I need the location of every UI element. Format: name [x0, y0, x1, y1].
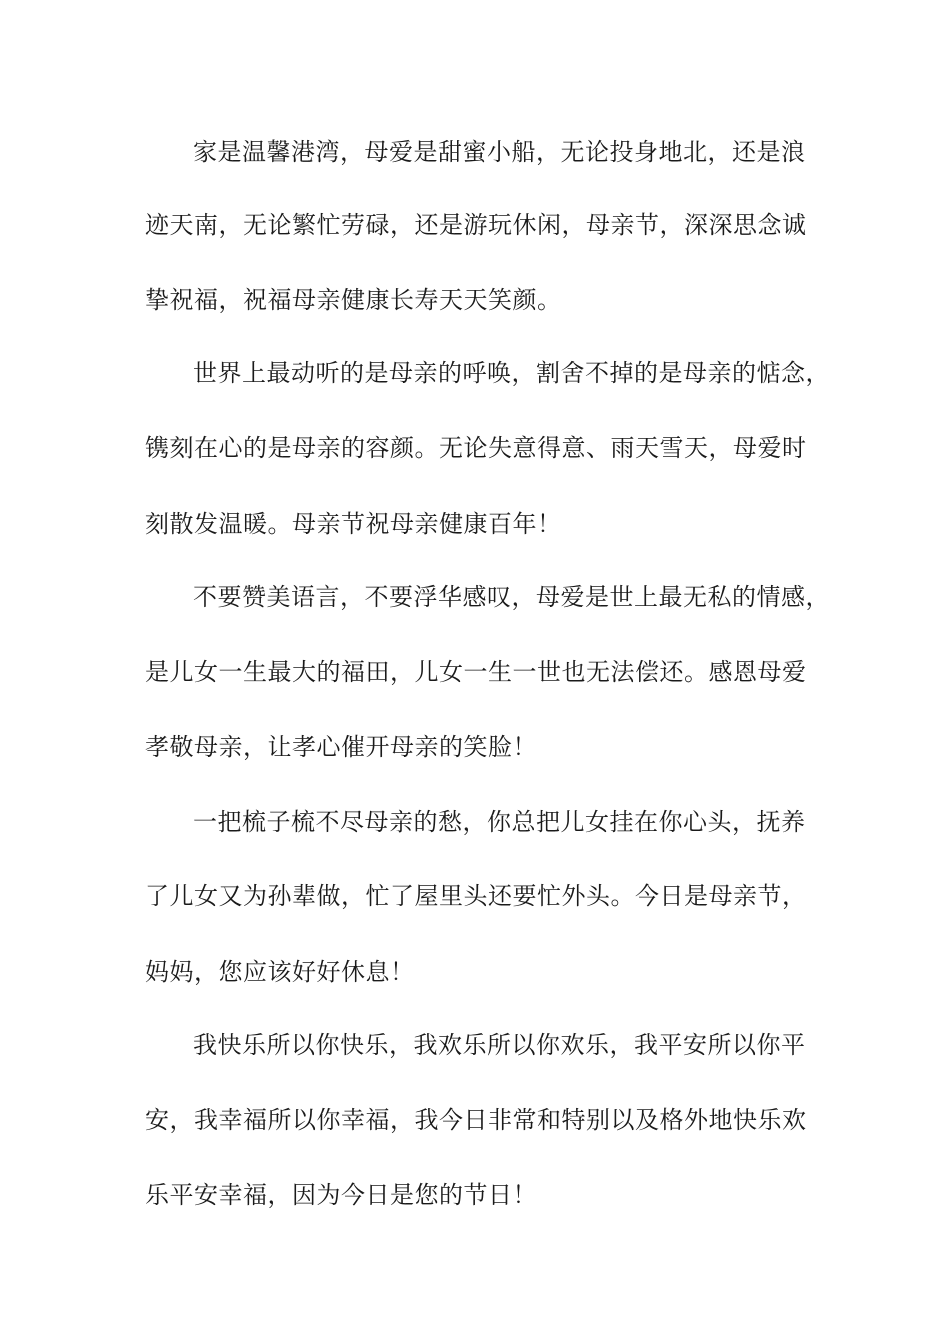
paragraph-line: 一把梳子梳不尽母亲的愁，你总把儿女挂在你心头，抚养: [193, 808, 806, 836]
paragraph-line: 了儿女又为孙辈做，忙了屋里头还要忙外头。今日是母亲节，: [145, 882, 807, 910]
paragraph-line: 刻散发温暖。母亲节祝母亲健康百年！: [145, 510, 562, 538]
paragraph-line: 迹天南，无论繁忙劳碌，还是游玩休闲，母亲节，深深思念诚: [145, 211, 807, 239]
paragraph-line: 挚祝福，祝福母亲健康长寿天天笑颜。: [145, 286, 562, 314]
paragraph-line: 镌刻在心的是母亲的容颜。无论失意得意、雨天雪天，母爱时: [145, 434, 807, 462]
paragraph-line: 世界上最动听的是母亲的呼唤，割舍不掉的是母亲的惦念，: [193, 359, 830, 387]
paragraph-line: 不要赞美语言，不要浮华感叹，母爱是世上最无私的情感，: [193, 583, 830, 611]
paragraph-line: 妈妈，您应该好好休息！: [145, 958, 415, 986]
paragraph-line: 孝敬母亲，让孝心催开母亲的笑脸！: [145, 733, 537, 761]
paragraph-line: 是儿女一生最大的福田，儿女一生一世也无法偿还。感恩母爱: [145, 658, 807, 686]
paragraph-line: 家是温馨港湾，母爱是甜蜜小船，无论投身地北，还是浪: [193, 138, 806, 166]
paragraph-line: 安，我幸福所以你幸福，我今日非常和特别以及格外地快乐欢: [145, 1106, 807, 1134]
paragraph-line: 我快乐所以你快乐，我欢乐所以你欢乐，我平安所以你平: [193, 1031, 806, 1059]
paragraph-line: 乐平安幸福，因为今日是您的节日！: [145, 1181, 537, 1209]
